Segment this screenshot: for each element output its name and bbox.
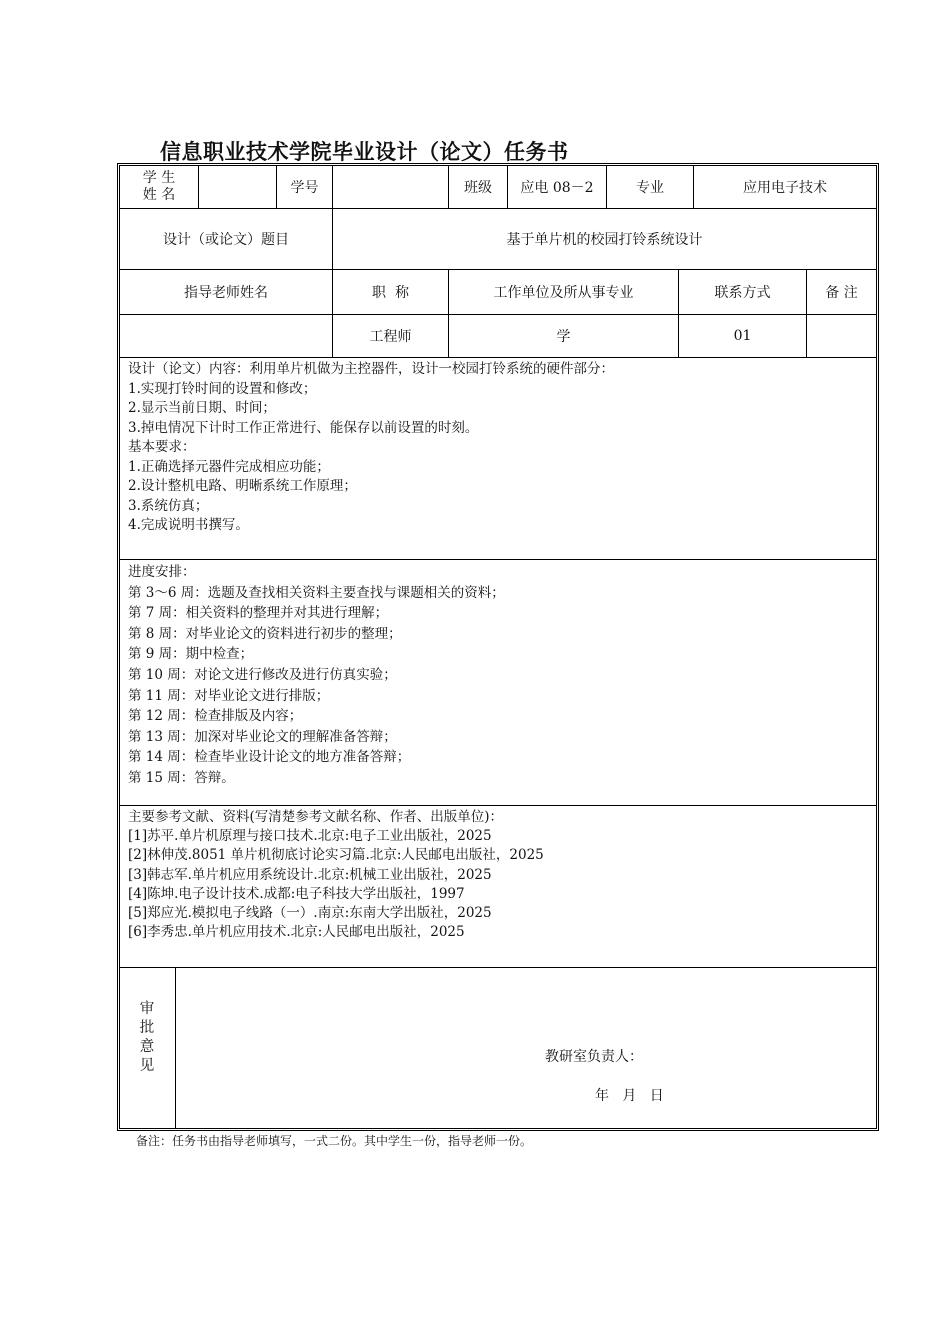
row-divider bbox=[120, 357, 876, 358]
position-title-label: 职 称 bbox=[372, 285, 409, 301]
reference-line: [2]林伸茂.8051 单片机彻底讨论实习篇.北京:人民邮电出版社，2025 bbox=[128, 847, 544, 864]
schedule-line: 第 10 周：对论文进行修改及进行仿真实验； bbox=[128, 666, 397, 683]
major-label: 专业 bbox=[636, 180, 664, 196]
schedule-line: 第 14 周：检查毕业设计论文的地方准备答辩； bbox=[128, 749, 411, 766]
schedule bbox=[128, 562, 505, 789]
reference-line: [1]苏平.单片机原理与接口技术.北京:电子工业出版社，2025 bbox=[128, 828, 492, 845]
student-name-value bbox=[199, 166, 276, 208]
content-line: 4.完成说明书撰写。 bbox=[128, 517, 249, 533]
student-id-label: 学号 bbox=[290, 180, 319, 196]
schedule-line: 第 3～6 周：选题及查找相关资料主要查找与课题相关的资料； bbox=[128, 584, 505, 601]
student-name-label-line2: 姓 名 bbox=[142, 187, 176, 203]
content-line: 2.设计整机电路、明晰系统工作原理； bbox=[128, 478, 357, 494]
approval-char: 见 bbox=[139, 1058, 155, 1074]
approval-date: 年 月 日 bbox=[595, 1088, 664, 1104]
row-divider bbox=[120, 805, 876, 806]
row-divider bbox=[120, 967, 876, 968]
advisor-name-value bbox=[120, 315, 332, 357]
approval-char: 审 bbox=[139, 1001, 155, 1017]
content-line: 设计（论文）内容：利用单片机做为主控器件，设计一校园打铃系统的硬件部分： bbox=[128, 361, 614, 377]
schedule-line: 第 13 周：加深对毕业论文的理解准备答辩； bbox=[128, 728, 397, 745]
work-unit-label: 工作单位及所从事专业 bbox=[493, 285, 634, 301]
reference-line: 主要参考文献、资料(写清楚参考文献名称、作者、出版单位)： bbox=[128, 809, 504, 825]
schedule-line: 第 9 周：期中检查； bbox=[128, 646, 254, 663]
approval-char: 批 bbox=[139, 1020, 155, 1036]
class-label: 班级 bbox=[464, 180, 492, 196]
schedule-line: 第 7 周：相关资料的整理并对其进行理解； bbox=[128, 605, 389, 622]
remark-label: 备 注 bbox=[825, 285, 858, 301]
topic-value: 基于单片机的校园打铃系统设计 bbox=[506, 232, 703, 248]
approval-char: 意 bbox=[139, 1039, 155, 1055]
reference-line: [6]李秀忠.单片机应用技术.北京:人民邮电出版社，2025 bbox=[128, 924, 465, 941]
position-title-value: 工程师 bbox=[369, 329, 412, 345]
student-id-value bbox=[333, 166, 448, 208]
contact-label: 联系方式 bbox=[714, 285, 771, 301]
schedule-line: 第 11 周：对毕业论文进行排版； bbox=[128, 687, 330, 704]
schedule-line: 第 15 周：答辩。 bbox=[128, 769, 235, 786]
schedule-line: 第 12 周：检查排版及内容； bbox=[128, 708, 303, 725]
schedule-line: 进度安排： bbox=[128, 564, 196, 580]
content-line: 2.显示当前日期、时间； bbox=[128, 400, 276, 416]
document-title: 信息职业技术学院毕业设计（论文）任务书 bbox=[160, 140, 569, 164]
contact-value: 01 bbox=[733, 328, 752, 344]
major-value: 应用电子技术 bbox=[743, 180, 827, 196]
design-content bbox=[128, 360, 614, 536]
reference-line: [3]韩志军.单片机应用系统设计.北京:机械工业出版社，2025 bbox=[128, 866, 492, 883]
content-line: 基本要求： bbox=[128, 439, 196, 455]
content-line: 1.实现打铃时间的设置和修改； bbox=[128, 380, 317, 397]
supervisor-label: 教研室负责人： bbox=[545, 1049, 643, 1065]
row-divider bbox=[120, 559, 876, 560]
student-name-label-line1: 学 生 bbox=[142, 170, 176, 186]
content-line: 3.系统仿真； bbox=[128, 497, 209, 514]
reference-line: [5]郑应光.模拟电子线路（一）.南京:东南大学出版社，2025 bbox=[128, 905, 492, 922]
class-value: 应电 08－2 bbox=[520, 180, 594, 196]
schedule-line: 第 8 周：对毕业论文的资料进行初步的整理； bbox=[128, 625, 402, 642]
references bbox=[128, 808, 544, 942]
content-line: 1.正确选择元器件完成相应功能； bbox=[128, 458, 330, 475]
work-unit-value: 学 bbox=[556, 329, 571, 345]
footnote: 备注：任务书由指导老师填写，一式二份。其中学生一份，指导老师一份。 bbox=[136, 1134, 533, 1148]
topic-label: 设计（或论文）题目 bbox=[163, 232, 289, 248]
student-name-label bbox=[120, 166, 198, 208]
reference-line: [4]陈坤.电子设计技术.成都:电子科技大学出版社，1997 bbox=[128, 885, 465, 902]
approval-label bbox=[122, 1000, 172, 1076]
content-line: 3.掉电情况下计时工作正常进行、能保存以前设置的时刻。 bbox=[128, 419, 479, 436]
remark-value bbox=[807, 315, 876, 357]
advisor-name-label: 指导老师姓名 bbox=[184, 285, 268, 301]
col-divider bbox=[175, 967, 176, 1128]
